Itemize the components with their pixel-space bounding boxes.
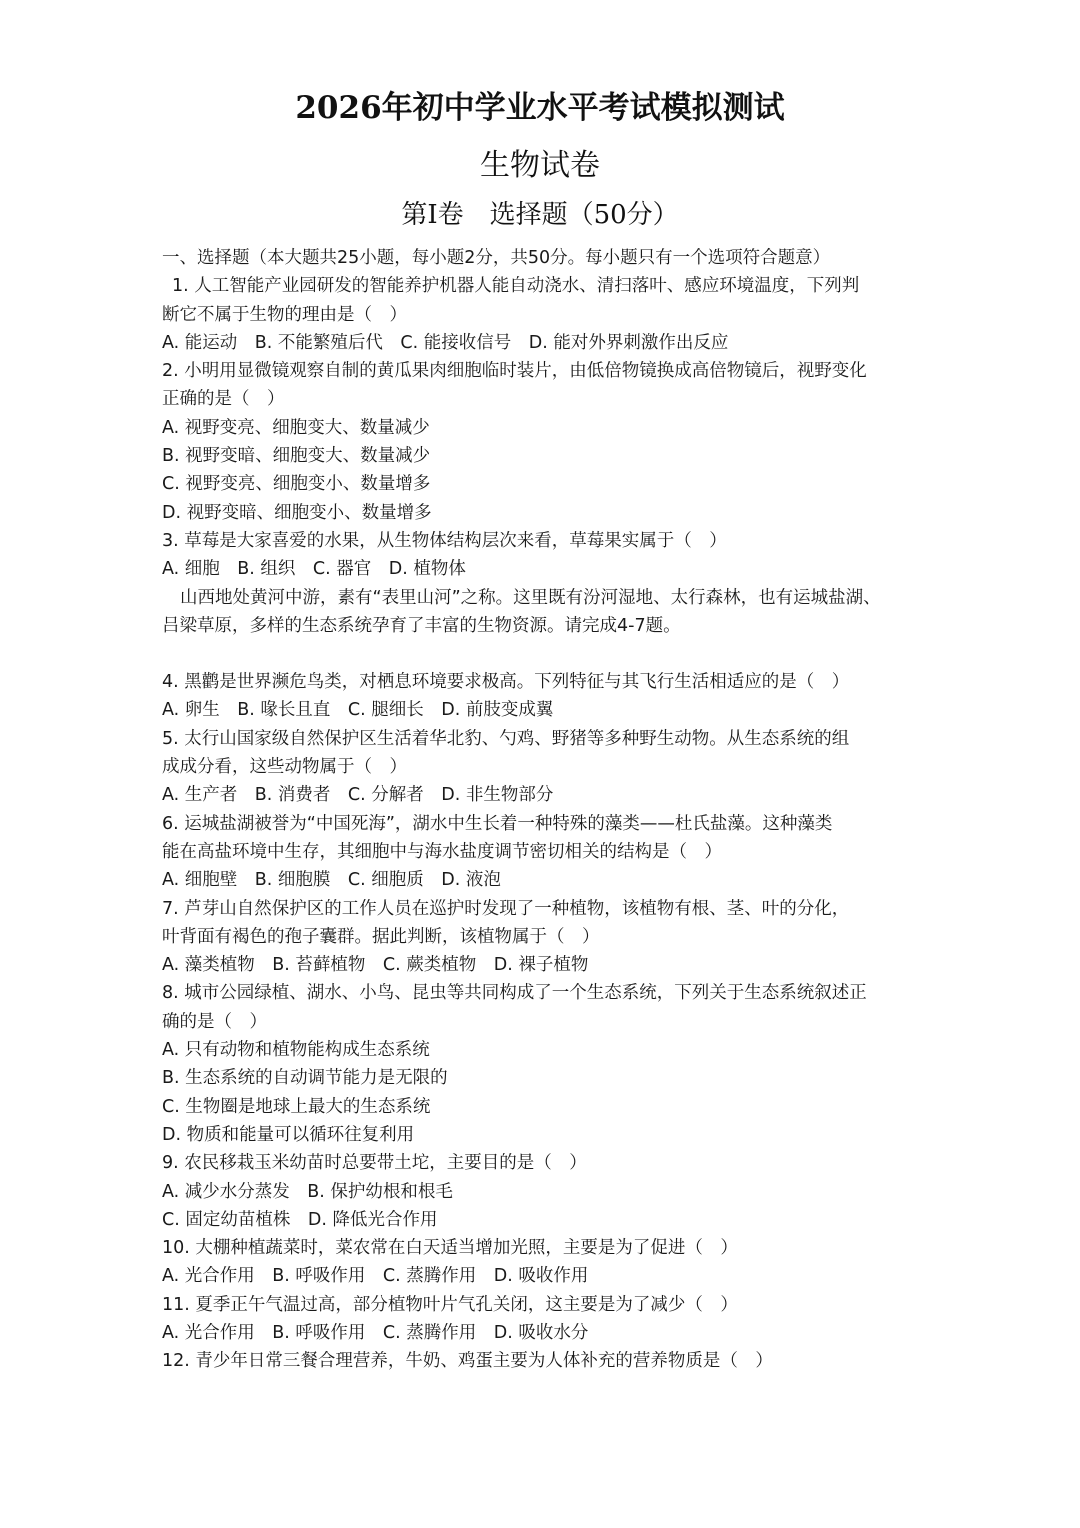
exam-title: 2026年初中学业水平考试模拟测试	[295, 90, 785, 126]
question-2-option-d: D. 视野变暗、细胞变小、数量增多	[162, 502, 432, 523]
question-7-stem-line-2: 叶背面有褐色的孢子囊群。据此判断，该植物属于（ ）	[162, 926, 600, 947]
question-1-stem-line-2: 断它不属于生物的理由是（ ）	[162, 304, 407, 325]
question-9-options-line-2: C. 固定幼苗植株 D. 降低光合作用	[162, 1209, 438, 1230]
spacer	[162, 640, 932, 668]
question-11-stem: 11. 夏季正午气温过高，部分植物叶片气孔关闭，这主要是为了减少（ ）	[162, 1294, 738, 1315]
question-8-stem-line-1: 8. 城市公园绿植、湖水、小鸟、昆虫等共同构成了一个生态系统，下列关于生态系统叙述正	[162, 983, 867, 1004]
question-10-options: A. 光合作用 B. 呼吸作用 C. 蒸腾作用 D. 吸收作用	[162, 1266, 589, 1287]
question-8-option-a: A. 只有动物和植物能构成生态系统	[162, 1040, 430, 1061]
question-2-stem-line-2: 正确的是（ ）	[162, 389, 285, 410]
question-6-options: A. 细胞壁 B. 细胞膜 C. 细胞质 D. 液泡	[162, 870, 501, 891]
question-9-options-line-1: A. 减少水分蒸发 B. 保护幼根和根毛	[162, 1181, 453, 1202]
question-2-option-a: A. 视野变亮、细胞变大、数量减少	[162, 417, 430, 438]
question-1-stem-line-1: 1. 人工智能产业园研发的智能养护机器人能自动浇水、清扫落叶、感应环境温度，下列判	[172, 276, 860, 297]
section-heading: 第Ⅰ卷 选择题（50分）	[401, 200, 679, 230]
question-5-stem-line-2: 成成分看，这些动物属于（ ）	[162, 757, 407, 778]
question-2-option-b: B. 视野变暗、细胞变大、数量减少	[162, 446, 431, 467]
question-8-option-b: B. 生态系统的自动调节能力是无限的	[162, 1068, 448, 1089]
question-3-options: A. 细胞 B. 组织 C. 器官 D. 植物体	[162, 559, 466, 580]
question-4-options: A. 卵生 B. 喙长且直 C. 腿细长 D. 前肢变成翼	[162, 700, 554, 721]
exam-subject: 生物试卷	[480, 148, 600, 183]
question-5-stem-line-1: 5. 太行山国家级自然保护区生活着华北豹、勺鸡、野猪等多种野生动物。从生态系统的组	[162, 728, 850, 749]
question-2-stem-line-1: 2. 小明用显微镜观察自制的黄瓜果肉细胞临时装片，由低倍物镜换成高倍物镜后，视野变化	[162, 361, 867, 382]
question-11-options: A. 光合作用 B. 呼吸作用 C. 蒸腾作用 D. 吸收水分	[162, 1322, 589, 1343]
question-7-options: A. 藻类植物 B. 苔藓植物 C. 蕨类植物 D. 裸子植物	[162, 955, 589, 976]
question-3-stem: 3. 草莓是大家喜爱的水果，从生物体结构层次来看，草莓果实属于（ ）	[162, 530, 727, 551]
question-8-option-d: D. 物质和能量可以循环往复利用	[162, 1124, 415, 1145]
question-8-stem-line-2: 确的是（ ）	[162, 1011, 267, 1032]
question-6-stem-line-2: 能在高盐环境中生存，其细胞中与海水盐度调节密切相关的结构是（ ）	[162, 841, 722, 862]
instructions: 一、选择题（本大题共25小题，每小题2分，共50分。每小题只有一个选项符合题意）	[162, 248, 831, 268]
question-5-options: A. 生产者 B. 消费者 C. 分解者 D. 非生物部分	[162, 785, 554, 806]
question-4-stem: 4. 黑鹳是世界濒危鸟类，对栖息环境要求极高。下列特征与其飞行生活相适应的是（ ）	[162, 672, 850, 693]
question-10-stem: 10. 大棚种植蔬菜时，菜农常在白天适当增加光照，主要是为了促进（ ）	[162, 1238, 738, 1259]
question-12-stem: 12. 青少年日常三餐合理营养，牛奶、鸡蛋主要为人体补充的营养物质是（ ）	[162, 1351, 773, 1372]
question-6-stem-line-1: 6. 运城盐湖被誉为“中国死海”，湖水中生长着一种特殊的藻类——杜氏盐藻。这种藻类	[162, 813, 833, 834]
question-9-stem: 9. 农民移栽玉米幼苗时总要带土坨，主要目的是（ ）	[162, 1153, 587, 1174]
passage-line-1: 山西地处黄河中游，素有“表里山河”之称。这里既有汾河湿地、太行森林，也有运城盐湖、	[180, 587, 881, 608]
question-1-options: A. 能运动 B. 不能繁殖后代 C. 能接收信号 D. 能对外界刺激作出反应	[162, 332, 729, 353]
question-2-option-c: C. 视野变亮、细胞变小、数量增多	[162, 474, 431, 495]
question-8-option-c: C. 生物圈是地球上最大的生态系统	[162, 1096, 431, 1117]
passage-line-2: 吕梁草原，多样的生态系统孕育了丰富的生物资源。请完成4-7题。	[162, 615, 681, 636]
question-7-stem-line-1: 7. 芦芽山自然保护区的工作人员在巡护时发现了一种植物，该植物有根、茎、叶的分化，	[162, 898, 850, 919]
question-body	[162, 244, 932, 1376]
